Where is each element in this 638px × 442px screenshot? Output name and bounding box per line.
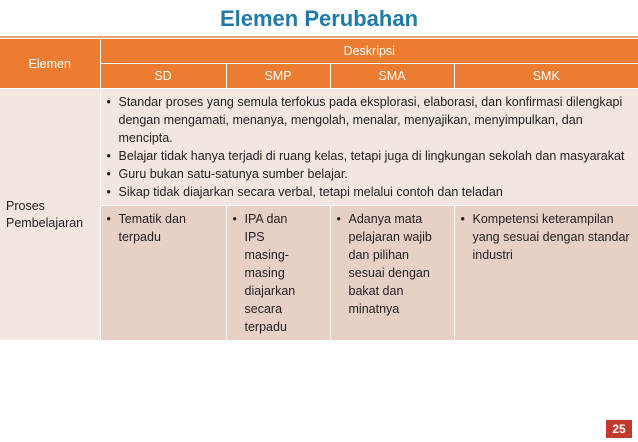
general-point: • Sikap tidak diajarkan secara verbal, tetapi melalui contoh dan teladan — [107, 183, 633, 201]
header-smp: SMP — [226, 64, 330, 89]
header-sd: SD — [100, 64, 226, 89]
smk-description — [454, 206, 638, 341]
title-divider — [0, 36, 638, 38]
smp-description — [226, 206, 330, 341]
header-sma: SMA — [330, 64, 454, 89]
general-point: • Standar proses yang semula terfokus pada eksplorasi, elaborasi, dan konfirmasi dilengkapi dengan mengamati, menanya, mengolah, menalar, menyajikan, menyimpulkan, dan mencipta. — [107, 93, 633, 147]
general-point: • Belajar tidak hanya terjadi di ruang kelas, tetapi juga di lingkungan sekolah dan masyarakat — [107, 147, 633, 165]
general-points-list — [107, 93, 633, 201]
page-title: Elemen Perubahan — [219, 6, 419, 31]
sd-point: • Tematik dan terpadu — [107, 210, 220, 246]
sma-description — [330, 206, 454, 341]
page-number: 25 — [606, 420, 632, 438]
header-elemen: Elemen — [0, 39, 100, 89]
header-deskripsi: Deskripsi — [100, 39, 638, 64]
smk-point: • Kompetensi keterampilan yang sesuai dengan standar industri — [461, 210, 633, 264]
elemen-table — [0, 39, 638, 340]
sma-point: • Adanya mata pelajaran wajib dan pilihan sesuai dengan bakat dan minatnya — [337, 210, 448, 318]
header-smk: SMK — [454, 64, 638, 89]
elemen-proses-pembelajaran: Proses Pembelajaran — [0, 89, 100, 341]
general-point: • Guru bukan satu-satunya sumber belajar. — [107, 165, 633, 183]
sd-description — [100, 206, 226, 341]
general-description — [100, 89, 638, 206]
smp-point: • IPA dan IPS masing-masing diajarkan secara terpadu — [233, 210, 324, 336]
